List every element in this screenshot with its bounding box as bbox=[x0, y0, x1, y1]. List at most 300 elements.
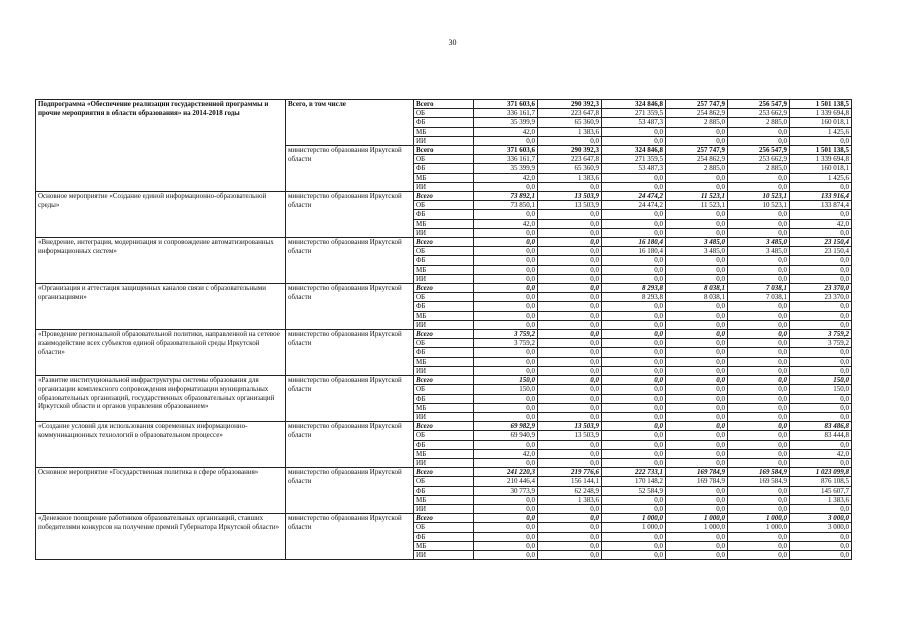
amount-year: 371 603,6 bbox=[474, 100, 538, 109]
amount-year: 0,0 bbox=[666, 532, 728, 541]
amount-year: 13 503,9 bbox=[538, 201, 602, 210]
amount-total: 0,0 bbox=[790, 458, 852, 467]
amount-year: 0,0 bbox=[602, 311, 666, 320]
amount-year: 1 000,0 bbox=[728, 523, 790, 532]
amount-year: 0,0 bbox=[728, 265, 790, 274]
amount-year: 35 399,9 bbox=[474, 164, 538, 173]
amount-year: 256 547,9 bbox=[728, 146, 790, 155]
amount-year: 53 487,3 bbox=[602, 164, 666, 173]
amount-year: 7 038,1 bbox=[728, 293, 790, 302]
amount-year: 0,0 bbox=[474, 440, 538, 449]
responsible-executor bbox=[286, 468, 414, 514]
amount-year: 35 399,9 bbox=[474, 118, 538, 127]
amount-year: 0,0 bbox=[728, 320, 790, 329]
amount-year: 0,0 bbox=[728, 495, 790, 504]
amount-total: 3 000,0 bbox=[790, 523, 852, 532]
amount-year: 290 392,3 bbox=[538, 100, 602, 109]
amount-year: 2 885,0 bbox=[666, 118, 728, 127]
amount-year: 271 359,5 bbox=[602, 155, 666, 164]
amount-year: 256 547,9 bbox=[728, 100, 790, 109]
budget-table-body bbox=[36, 100, 852, 560]
funding-source: ОБ bbox=[414, 431, 474, 440]
amount-year: 0,0 bbox=[666, 311, 728, 320]
amount-total: 145 607,7 bbox=[790, 486, 852, 495]
amount-year: 0,0 bbox=[728, 228, 790, 237]
funding-source: ОБ bbox=[414, 247, 474, 256]
amount-year: 0,0 bbox=[666, 449, 728, 458]
page-number: 30 bbox=[448, 38, 457, 47]
amount-year: 0,0 bbox=[474, 366, 538, 375]
amount-year: 0,0 bbox=[666, 136, 728, 145]
amount-year: 0,0 bbox=[728, 422, 790, 431]
amount-year: 0,0 bbox=[602, 412, 666, 421]
amount-year: 0,0 bbox=[602, 440, 666, 449]
amount-year: 0,0 bbox=[728, 311, 790, 320]
amount-total: 150,0 bbox=[790, 385, 852, 394]
amount-year: 0,0 bbox=[666, 440, 728, 449]
funding-source: ФБ bbox=[414, 118, 474, 127]
funding-source: МБ bbox=[414, 265, 474, 274]
funding-source: Всего bbox=[414, 284, 474, 293]
amount-year: 0,0 bbox=[474, 541, 538, 550]
amount-year: 42,0 bbox=[474, 127, 538, 136]
funding-source: Всего bbox=[414, 330, 474, 339]
amount-year: 2 885,0 bbox=[728, 164, 790, 173]
amount-year: 13 503,9 bbox=[538, 422, 602, 431]
funding-source: ОБ bbox=[414, 155, 474, 164]
amount-year: 336 161,7 bbox=[474, 155, 538, 164]
measure-name-text: Основное мероприятие «Государственная политика в сфере образования» bbox=[38, 468, 259, 477]
funding-source: ОБ bbox=[414, 477, 474, 486]
amount-year: 0,0 bbox=[666, 541, 728, 550]
amount-year: 0,0 bbox=[728, 504, 790, 513]
amount-total: 0,0 bbox=[790, 403, 852, 412]
funding-source: ОБ bbox=[414, 109, 474, 118]
amount-year: 336 161,7 bbox=[474, 109, 538, 118]
amount-year: 0,0 bbox=[666, 385, 728, 394]
amount-total: 876 108,5 bbox=[790, 477, 852, 486]
amount-total: 1 425,6 bbox=[790, 127, 852, 136]
responsible-executor-text: министерство образования Иркутской области bbox=[288, 284, 402, 301]
amount-year: 0,0 bbox=[474, 523, 538, 532]
amount-year: 7 038,1 bbox=[728, 284, 790, 293]
amount-total: 0,0 bbox=[790, 274, 852, 283]
amount-total: 23 370,0 bbox=[790, 293, 852, 302]
funding-source: ОБ bbox=[414, 339, 474, 348]
amount-year: 0,0 bbox=[538, 541, 602, 550]
amount-year: 0,0 bbox=[666, 228, 728, 237]
amount-total: 0,0 bbox=[790, 412, 852, 421]
amount-year: 0,0 bbox=[538, 366, 602, 375]
amount-year: 8 293,8 bbox=[602, 284, 666, 293]
funding-source: Всего bbox=[414, 146, 474, 155]
amount-total: 0,0 bbox=[790, 136, 852, 145]
amount-year: 0,0 bbox=[538, 293, 602, 302]
amount-total: 1 339 694,8 bbox=[790, 155, 852, 164]
funding-source: ИИ bbox=[414, 458, 474, 467]
funding-source: ФБ bbox=[414, 532, 474, 541]
amount-year: 0,0 bbox=[728, 550, 790, 559]
amount-year: 0,0 bbox=[474, 265, 538, 274]
table-row bbox=[36, 238, 852, 247]
amount-total: 1 383,6 bbox=[790, 495, 852, 504]
amount-year: 3 485,0 bbox=[728, 238, 790, 247]
amount-total: 42,0 bbox=[790, 449, 852, 458]
funding-source: ИИ bbox=[414, 550, 474, 559]
amount-year: 13 503,9 bbox=[538, 431, 602, 440]
amount-year: 0,0 bbox=[602, 449, 666, 458]
amount-year: 0,0 bbox=[474, 284, 538, 293]
amount-year: 0,0 bbox=[666, 550, 728, 559]
amount-year: 24 474,2 bbox=[602, 192, 666, 201]
amount-total: 0,0 bbox=[790, 504, 852, 513]
amount-year: 3 485,0 bbox=[728, 247, 790, 256]
funding-source: Всего bbox=[414, 468, 474, 477]
amount-total: 133 874,4 bbox=[790, 201, 852, 210]
amount-total: 0,0 bbox=[790, 348, 852, 357]
measure-name-text: «Денежное поощрение работников образовательных организаций, ставших победителями конкурсов на получение премий Губернатора Иркутской области» bbox=[38, 514, 280, 531]
amount-year: 13 503,9 bbox=[538, 192, 602, 201]
amount-year: 0,0 bbox=[474, 320, 538, 329]
responsible-executor bbox=[286, 100, 414, 146]
amount-year: 0,0 bbox=[728, 210, 790, 219]
amount-year: 0,0 bbox=[666, 210, 728, 219]
amount-year: 257 747,9 bbox=[666, 100, 728, 109]
amount-year: 16 180,4 bbox=[602, 238, 666, 247]
amount-year: 0,0 bbox=[474, 256, 538, 265]
amount-year: 8 038,1 bbox=[666, 293, 728, 302]
amount-year: 0,0 bbox=[538, 210, 602, 219]
amount-year: 0,0 bbox=[602, 219, 666, 228]
amount-year: 0,0 bbox=[602, 274, 666, 283]
amount-total: 3 759,2 bbox=[790, 339, 852, 348]
amount-year: 0,0 bbox=[728, 127, 790, 136]
amount-total: 3 000,0 bbox=[790, 514, 852, 523]
amount-year: 0,0 bbox=[538, 320, 602, 329]
funding-source: Всего bbox=[414, 376, 474, 385]
amount-total: 0,0 bbox=[790, 550, 852, 559]
amount-year: 0,0 bbox=[474, 302, 538, 311]
amount-year: 16 180,4 bbox=[602, 247, 666, 256]
amount-year: 0,0 bbox=[474, 357, 538, 366]
amount-total: 0,0 bbox=[790, 394, 852, 403]
amount-total: 150,0 bbox=[790, 376, 852, 385]
amount-year: 253 662,9 bbox=[728, 109, 790, 118]
amount-year: 0,0 bbox=[666, 504, 728, 513]
amount-year: 0,0 bbox=[728, 348, 790, 357]
amount-year: 0,0 bbox=[474, 228, 538, 237]
amount-year: 0,0 bbox=[728, 541, 790, 550]
amount-year: 3 759,2 bbox=[474, 339, 538, 348]
amount-year: 0,0 bbox=[728, 412, 790, 421]
amount-year: 0,0 bbox=[728, 173, 790, 182]
amount-year: 8 293,8 bbox=[602, 293, 666, 302]
amount-year: 0,0 bbox=[666, 219, 728, 228]
funding-source: ФБ bbox=[414, 210, 474, 219]
measure-name-text: Основное мероприятие «Создание единой информационно-образовательной среды» bbox=[38, 192, 267, 209]
amount-year: 241 220,3 bbox=[474, 468, 538, 477]
amount-year: 324 846,8 bbox=[602, 100, 666, 109]
amount-year: 0,0 bbox=[728, 486, 790, 495]
amount-total: 0,0 bbox=[790, 311, 852, 320]
amount-year: 3 485,0 bbox=[666, 247, 728, 256]
amount-year: 42,0 bbox=[474, 219, 538, 228]
amount-year: 0,0 bbox=[728, 182, 790, 191]
amount-year: 0,0 bbox=[666, 422, 728, 431]
amount-year: 254 862,9 bbox=[666, 109, 728, 118]
funding-source: ИИ bbox=[414, 274, 474, 283]
amount-total: 0,0 bbox=[790, 532, 852, 541]
amount-year: 0,0 bbox=[602, 376, 666, 385]
amount-year: 0,0 bbox=[602, 320, 666, 329]
amount-year: 0,0 bbox=[728, 256, 790, 265]
amount-total: 0,0 bbox=[790, 366, 852, 375]
amount-year: 0,0 bbox=[474, 182, 538, 191]
amount-year: 0,0 bbox=[538, 247, 602, 256]
funding-source: ИИ bbox=[414, 182, 474, 191]
funding-source: ФБ bbox=[414, 440, 474, 449]
funding-source: МБ bbox=[414, 127, 474, 136]
funding-source: МБ bbox=[414, 495, 474, 504]
amount-year: 3 759,2 bbox=[474, 330, 538, 339]
funding-source: ФБ bbox=[414, 486, 474, 495]
amount-year: 0,0 bbox=[474, 210, 538, 219]
amount-year: 0,0 bbox=[538, 440, 602, 449]
funding-source: ФБ bbox=[414, 348, 474, 357]
amount-year: 53 487,3 bbox=[602, 118, 666, 127]
amount-total: 1 023 099,8 bbox=[790, 468, 852, 477]
responsible-executor-text: министерство образования Иркутской области bbox=[288, 238, 402, 255]
amount-year: 371 603,6 bbox=[474, 146, 538, 155]
amount-year: 0,0 bbox=[666, 458, 728, 467]
amount-year: 0,0 bbox=[474, 394, 538, 403]
amount-year: 0,0 bbox=[538, 412, 602, 421]
amount-year: 73 892,1 bbox=[474, 192, 538, 201]
amount-year: 10 523,1 bbox=[728, 192, 790, 201]
amount-year: 0,0 bbox=[728, 219, 790, 228]
amount-year: 170 148,2 bbox=[602, 477, 666, 486]
responsible-executor bbox=[286, 422, 414, 468]
measure-name bbox=[36, 330, 286, 376]
amount-year: 0,0 bbox=[602, 339, 666, 348]
amount-year: 0,0 bbox=[538, 449, 602, 458]
amount-year: 0,0 bbox=[538, 284, 602, 293]
amount-year: 0,0 bbox=[666, 348, 728, 357]
amount-year: 0,0 bbox=[474, 504, 538, 513]
amount-year: 0,0 bbox=[474, 458, 538, 467]
table-row bbox=[36, 376, 852, 385]
amount-year: 0,0 bbox=[474, 412, 538, 421]
amount-total: 83 444,8 bbox=[790, 431, 852, 440]
funding-source: ФБ bbox=[414, 256, 474, 265]
amount-year: 156 144,1 bbox=[538, 477, 602, 486]
amount-year: 0,0 bbox=[728, 330, 790, 339]
amount-year: 0,0 bbox=[666, 486, 728, 495]
amount-year: 0,0 bbox=[538, 302, 602, 311]
amount-year: 65 360,9 bbox=[538, 164, 602, 173]
table-row bbox=[36, 514, 852, 523]
amount-year: 0,0 bbox=[728, 385, 790, 394]
amount-total: 0,0 bbox=[790, 320, 852, 329]
amount-year: 0,0 bbox=[728, 339, 790, 348]
amount-year: 0,0 bbox=[538, 238, 602, 247]
amount-year: 0,0 bbox=[602, 173, 666, 182]
amount-year: 0,0 bbox=[666, 274, 728, 283]
funding-source: ИИ bbox=[414, 366, 474, 375]
amount-total: 23 150,4 bbox=[790, 247, 852, 256]
amount-year: 0,0 bbox=[666, 256, 728, 265]
amount-year: 0,0 bbox=[602, 403, 666, 412]
amount-year: 2 885,0 bbox=[728, 118, 790, 127]
amount-year: 0,0 bbox=[602, 541, 666, 550]
amount-total: 160 018,1 bbox=[790, 118, 852, 127]
amount-year: 0,0 bbox=[538, 357, 602, 366]
amount-year: 11 523,1 bbox=[666, 192, 728, 201]
amount-year: 62 248,9 bbox=[538, 486, 602, 495]
amount-year: 8 038,1 bbox=[666, 284, 728, 293]
amount-year: 0,0 bbox=[474, 136, 538, 145]
funding-source: МБ bbox=[414, 357, 474, 366]
amount-year: 0,0 bbox=[602, 136, 666, 145]
amount-year: 0,0 bbox=[538, 339, 602, 348]
funding-source: ОБ bbox=[414, 293, 474, 302]
amount-year: 0,0 bbox=[602, 228, 666, 237]
amount-year: 0,0 bbox=[728, 431, 790, 440]
amount-total: 1 501 138,5 bbox=[790, 146, 852, 155]
amount-year: 0,0 bbox=[728, 274, 790, 283]
amount-total: 1 425,6 bbox=[790, 173, 852, 182]
amount-year: 0,0 bbox=[538, 274, 602, 283]
amount-year: 0,0 bbox=[602, 127, 666, 136]
responsible-executor bbox=[286, 284, 414, 330]
amount-year: 0,0 bbox=[474, 311, 538, 320]
amount-year: 0,0 bbox=[666, 376, 728, 385]
amount-year: 0,0 bbox=[538, 385, 602, 394]
amount-year: 0,0 bbox=[538, 256, 602, 265]
measure-name bbox=[36, 514, 286, 560]
amount-year: 0,0 bbox=[728, 136, 790, 145]
funding-source: МБ bbox=[414, 311, 474, 320]
amount-total: 3 759,2 bbox=[790, 330, 852, 339]
responsible-executor-text: министерство образования Иркутской области bbox=[288, 468, 402, 485]
amount-year: 24 474,2 bbox=[602, 201, 666, 210]
amount-year: 1 000,0 bbox=[666, 523, 728, 532]
amount-year: 0,0 bbox=[538, 182, 602, 191]
responsible-executor bbox=[286, 330, 414, 376]
funding-source: ИИ bbox=[414, 228, 474, 237]
responsible-executor-text: министерство образования Иркутской области bbox=[288, 192, 402, 209]
amount-year: 0,0 bbox=[538, 532, 602, 541]
responsible-executor-text: министерство образования Иркутской области bbox=[288, 376, 402, 393]
funding-source: ФБ bbox=[414, 394, 474, 403]
amount-year: 0,0 bbox=[602, 394, 666, 403]
measure-name bbox=[36, 192, 286, 238]
measure-name bbox=[36, 284, 286, 330]
amount-total: 42,0 bbox=[790, 219, 852, 228]
amount-year: 0,0 bbox=[538, 550, 602, 559]
amount-year: 0,0 bbox=[602, 431, 666, 440]
amount-year: 0,0 bbox=[666, 357, 728, 366]
amount-year: 0,0 bbox=[602, 256, 666, 265]
amount-year: 0,0 bbox=[666, 330, 728, 339]
amount-year: 30 773,9 bbox=[474, 486, 538, 495]
funding-source: ОБ bbox=[414, 385, 474, 394]
amount-year: 0,0 bbox=[602, 458, 666, 467]
amount-year: 0,0 bbox=[728, 532, 790, 541]
measure-name-text: «Организация и аттестация защищенных каналов связи с образовательными организациями» bbox=[38, 284, 266, 301]
amount-total: 0,0 bbox=[790, 357, 852, 366]
amount-year: 1 000,0 bbox=[728, 514, 790, 523]
funding-source: Всего bbox=[414, 514, 474, 523]
measure-name bbox=[36, 100, 286, 192]
funding-source: Всего bbox=[414, 100, 474, 109]
funding-source: МБ bbox=[414, 541, 474, 550]
amount-total: 0,0 bbox=[790, 228, 852, 237]
amount-year: 0,0 bbox=[602, 504, 666, 513]
amount-year: 0,0 bbox=[666, 265, 728, 274]
amount-year: 0,0 bbox=[602, 422, 666, 431]
amount-year: 0,0 bbox=[728, 440, 790, 449]
amount-year: 0,0 bbox=[728, 366, 790, 375]
amount-year: 223 647,8 bbox=[538, 155, 602, 164]
measure-name bbox=[36, 376, 286, 422]
amount-year: 42,0 bbox=[474, 449, 538, 458]
amount-year: 257 747,9 bbox=[666, 146, 728, 155]
funding-source: МБ bbox=[414, 403, 474, 412]
amount-year: 10 523,1 bbox=[728, 201, 790, 210]
amount-year: 1 000,0 bbox=[602, 514, 666, 523]
responsible-executor-text: министерство образования Иркутской области bbox=[288, 514, 402, 531]
responsible-executor bbox=[286, 192, 414, 238]
amount-total: 23 150,4 bbox=[790, 238, 852, 247]
amount-year: 0,0 bbox=[728, 403, 790, 412]
amount-year: 0,0 bbox=[666, 302, 728, 311]
responsible-executor-text: министерство образования Иркутской области bbox=[288, 146, 402, 163]
amount-year: 222 733,1 bbox=[602, 468, 666, 477]
amount-year: 0,0 bbox=[474, 532, 538, 541]
amount-year: 0,0 bbox=[538, 376, 602, 385]
amount-year: 0,0 bbox=[602, 495, 666, 504]
amount-year: 210 446,4 bbox=[474, 477, 538, 486]
table-row bbox=[36, 330, 852, 339]
responsible-executor bbox=[286, 376, 414, 422]
amount-year: 0,0 bbox=[666, 173, 728, 182]
amount-year: 73 850,1 bbox=[474, 201, 538, 210]
funding-source: ИИ bbox=[414, 412, 474, 421]
measure-name-text: «Проведение региональной образовательной политики, направленной на сетевое взаимодействие всех субъектов единой образовательной среды Иркутской области» bbox=[38, 330, 280, 356]
amount-year: 0,0 bbox=[538, 403, 602, 412]
amount-year: 0,0 bbox=[538, 394, 602, 403]
amount-total: 23 370,0 bbox=[790, 284, 852, 293]
amount-year: 11 523,1 bbox=[666, 201, 728, 210]
amount-year: 0,0 bbox=[602, 366, 666, 375]
amount-total: 160 018,1 bbox=[790, 164, 852, 173]
amount-year: 69 940,9 bbox=[474, 431, 538, 440]
amount-year: 0,0 bbox=[538, 458, 602, 467]
amount-year: 223 647,8 bbox=[538, 109, 602, 118]
amount-year: 324 846,8 bbox=[602, 146, 666, 155]
funding-source: Всего bbox=[414, 422, 474, 431]
amount-year: 0,0 bbox=[538, 504, 602, 513]
amount-year: 0,0 bbox=[538, 265, 602, 274]
amount-year: 0,0 bbox=[474, 238, 538, 247]
funding-source: ОБ bbox=[414, 523, 474, 532]
amount-year: 0,0 bbox=[728, 302, 790, 311]
amount-year: 219 776,6 bbox=[538, 468, 602, 477]
table-row bbox=[36, 192, 852, 201]
amount-year: 0,0 bbox=[474, 550, 538, 559]
amount-year: 169 784,9 bbox=[666, 477, 728, 486]
